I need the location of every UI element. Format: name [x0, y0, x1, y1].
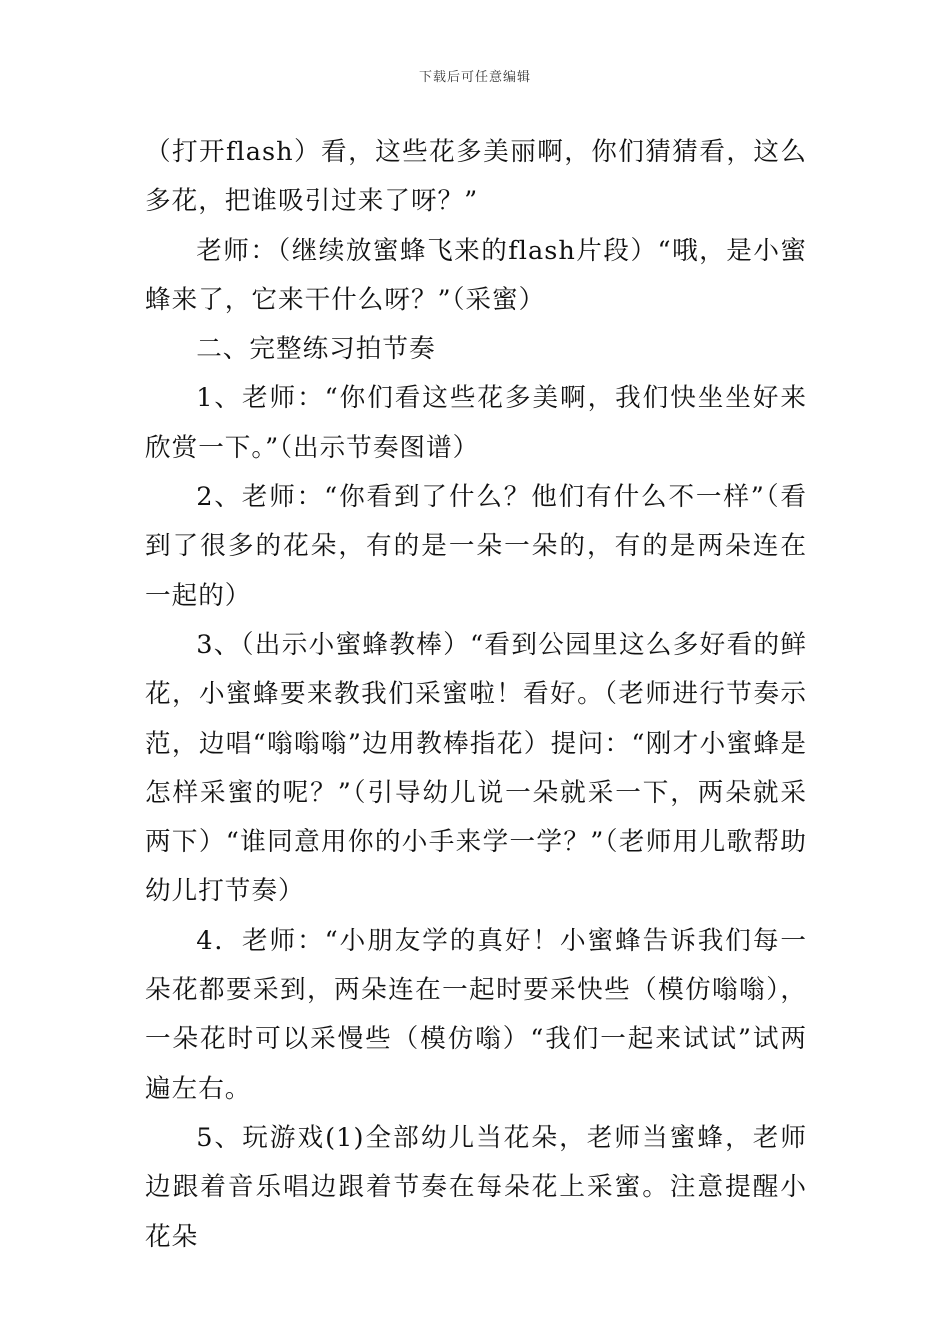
paragraph-step-4: 4．老师：“小朋友学的真好！小蜜蜂告诉我们每一朵花都要采到，两朵连在一起时要采快些（模仿嗡嗡），一朵花时可以采慢些（模仿嗡）“我们一起来试试”试两遍左右。: [145, 925, 807, 1104]
paragraph-step-2: 2、老师：“你看到了什么？他们有什么不一样”（看到了很多的花朵，有的是一朵一朵的，有的是两朵连在一起的）: [145, 482, 807, 611]
paragraph-step-1: 1、老师：“你们看这些花多美啊，我们快坐坐好来欣赏一下。”（出示节奏图谱）: [145, 383, 807, 463]
section-heading: 二、完整练习拍节奏: [196, 334, 436, 365]
header-note: 下载后可任意编辑: [418, 70, 531, 85]
paragraph-step-3: 3、（出示小蜜蜂教棒）“看到公园里这么多好看的鲜花，小蜜蜂要来教我们采蜜啦！看好。（老师进行节奏示范，边唱“嗡嗡嗡”边用教棒指花）提问：“刚才小蜜蜂是怎样采蜜的呢？”（引导幼儿说一朵就采一下，两朵就采两下）“谁同意用你的小手来学一学？”（老师用儿歌帮助幼儿打节奏）: [145, 629, 807, 907]
paragraph-2: 老师：（继续放蜜蜂飞来的flash片段）“哦，是小蜜蜂来了，它来干什么呀？”（采蜜）: [145, 235, 807, 315]
paragraph-1: （打开flash）看，这些花多美丽啊，你们猜猜看，这么多花，把谁吸引过来了呀？”: [145, 137, 807, 217]
document-body: [145, 128, 807, 1262]
paragraph-step-5: 5、玩游戏(1)全部幼儿当花朵，老师当蜜蜂，老师边跟着音乐唱边跟着节奏在每朵花上采蜜。注意提醒小花朵: [145, 1122, 807, 1252]
